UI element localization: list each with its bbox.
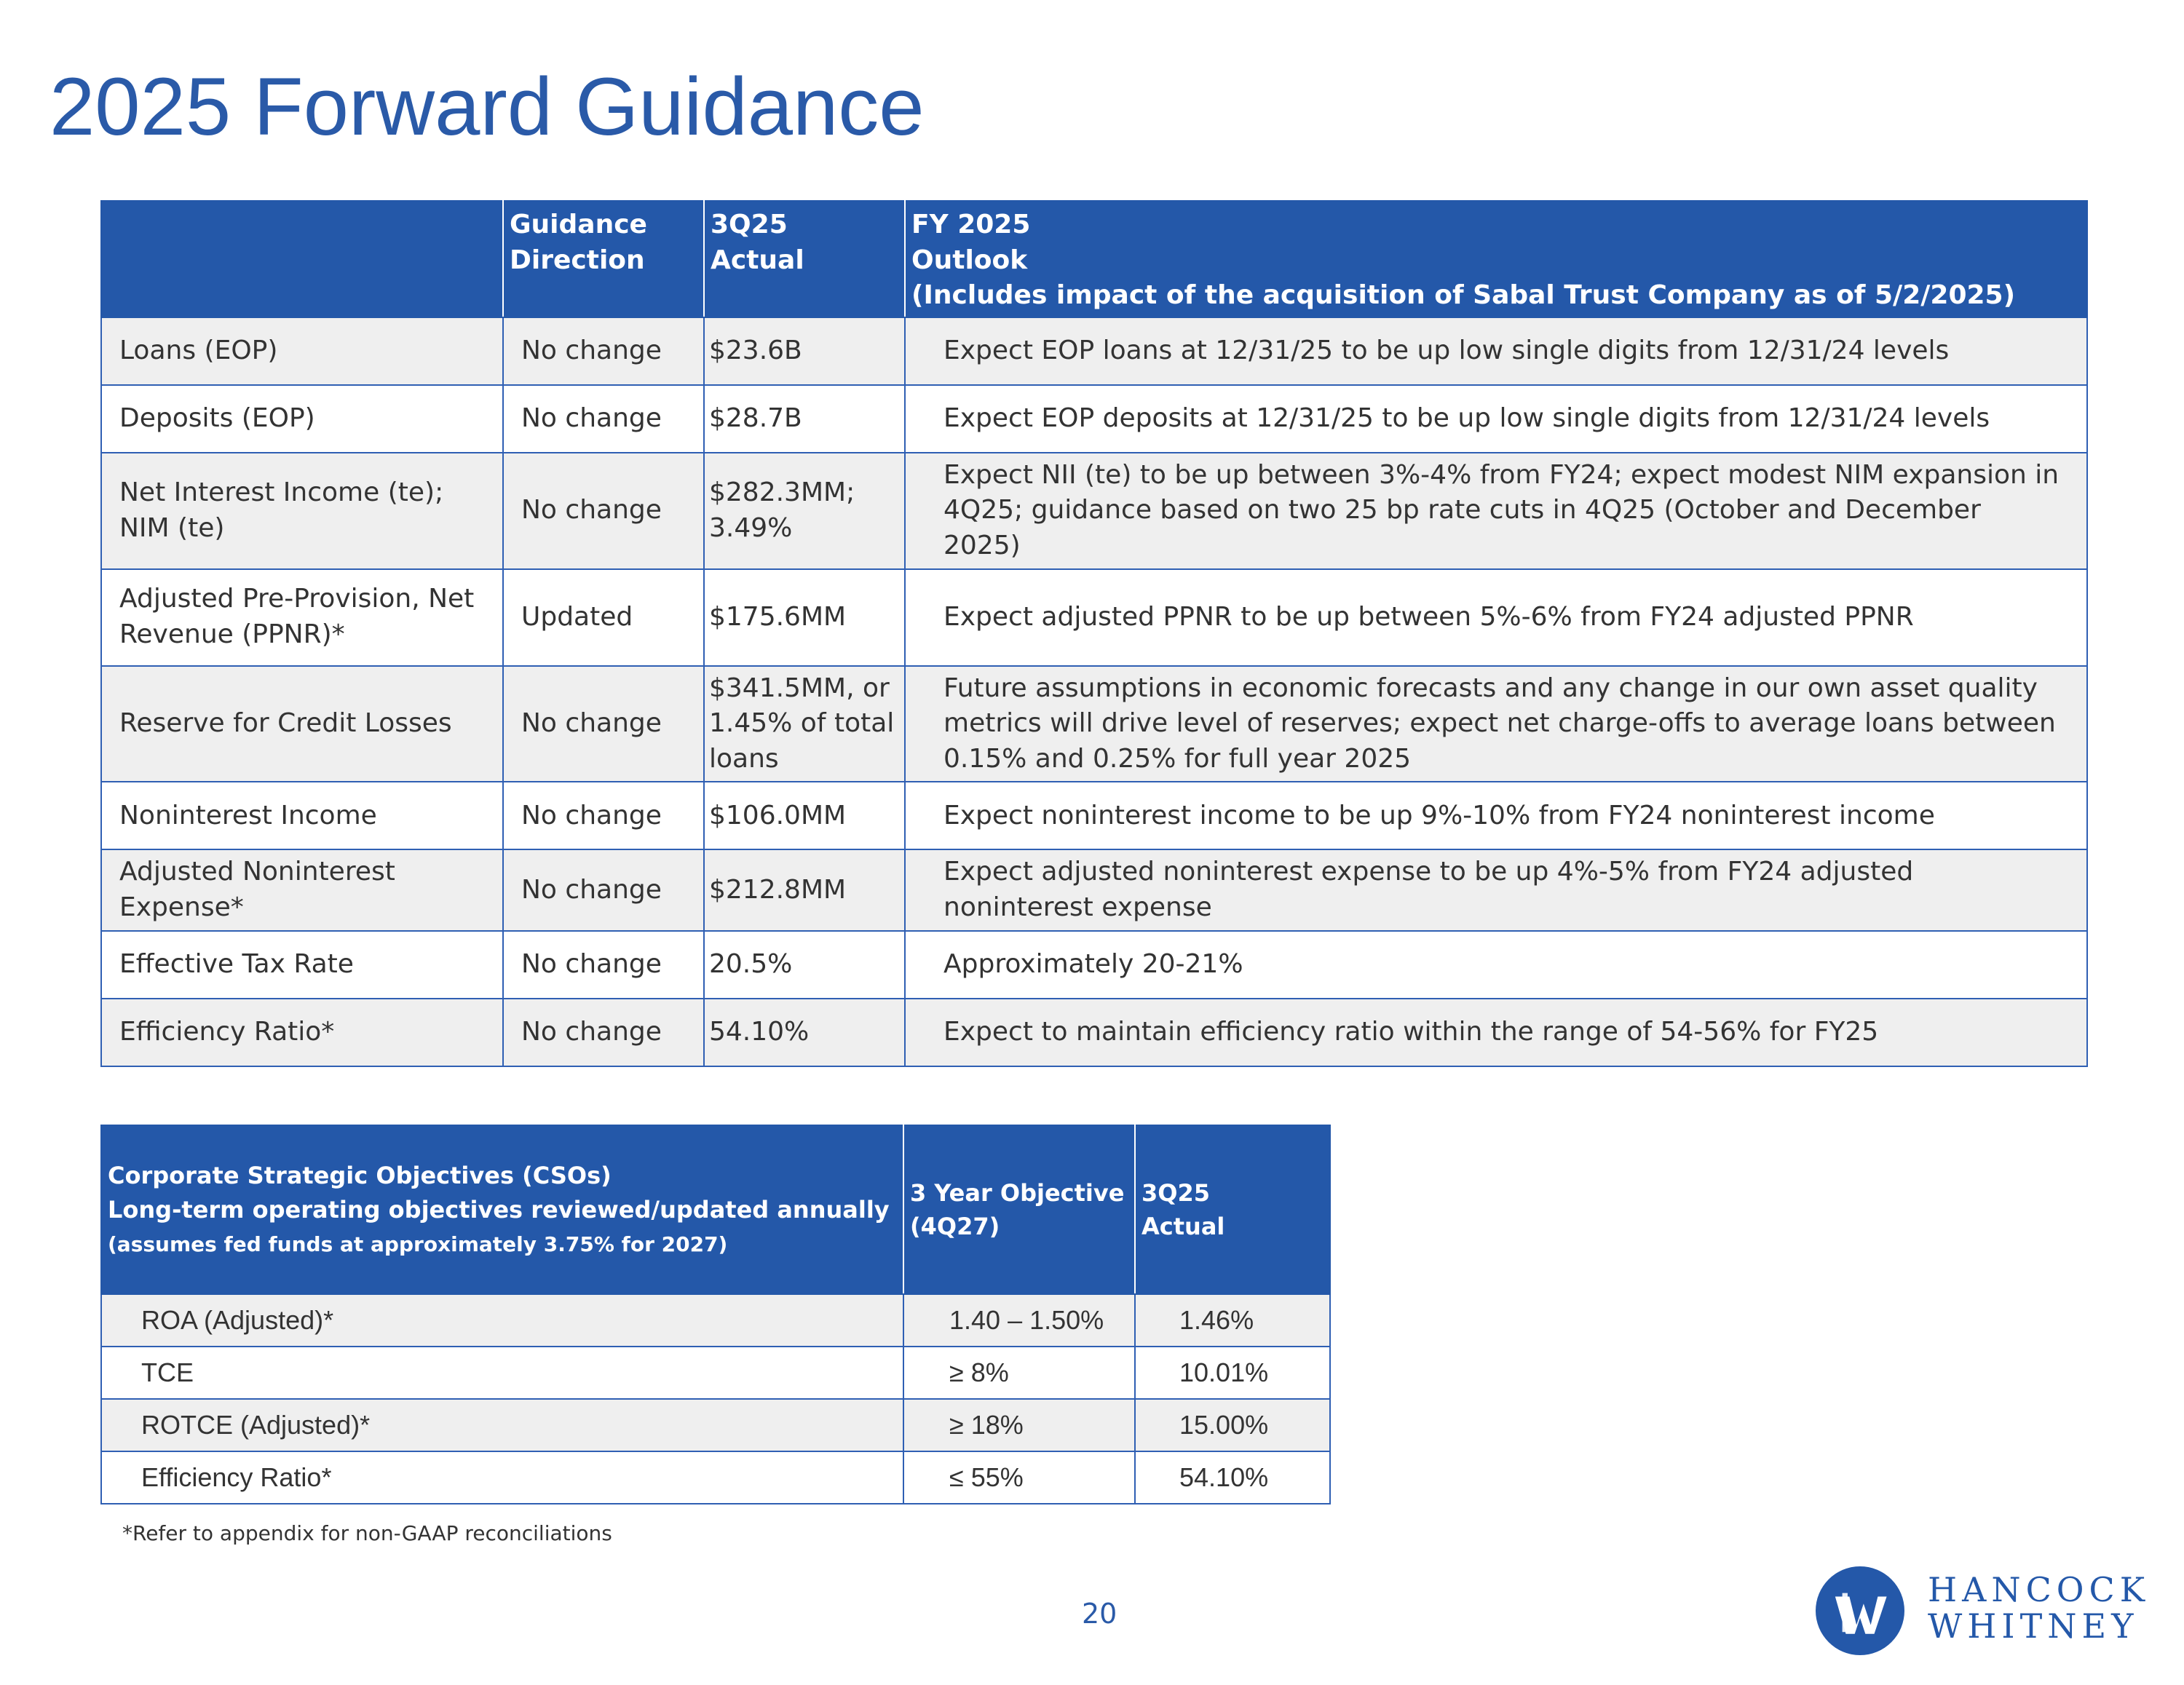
- outlook-cell: Expect EOP deposits at 12/31/25 to be up low single digits from 12/31/24 levels: [905, 385, 2087, 453]
- cso-table: [100, 1125, 1331, 1504]
- direction-cell: No change: [503, 385, 704, 453]
- cso-metric-cell: TCE: [101, 1347, 903, 1399]
- cso-metric-cell: Efficiency Ratio*: [101, 1451, 903, 1504]
- header-direction: Guidance Direction: [503, 201, 704, 317]
- table-row: [101, 453, 2087, 569]
- actual-cell: $106.0MM: [704, 782, 905, 849]
- actual-cell: 54.10%: [704, 999, 905, 1066]
- outlook-cell: Expect adjusted noninterest expense to be up 4%-5% from FY24 adjusted noninterest expense: [905, 849, 2087, 930]
- page-number: 20: [1082, 1598, 1117, 1630]
- actual-cell: $175.6MM: [704, 569, 905, 666]
- footnote: *Refer to appendix for non-GAAP reconciliations: [122, 1521, 612, 1545]
- direction-cell: No change: [503, 782, 704, 849]
- actual-cell: $28.7B: [704, 385, 905, 453]
- cso-actual-cell: 54.10%: [1135, 1451, 1330, 1504]
- brand-line1: HANCOCK: [1928, 1570, 2151, 1609]
- cso-header-actual: 3Q25 Actual: [1135, 1125, 1330, 1294]
- metric-cell: Reserve for Credit Losses: [101, 666, 503, 782]
- cso-row: [101, 1347, 1330, 1399]
- actual-cell: 20.5%: [704, 931, 905, 999]
- header-metric: [101, 201, 503, 317]
- cso-objective-cell: ≤ 55%: [903, 1451, 1135, 1504]
- direction-cell: No change: [503, 999, 704, 1066]
- cso-header-title: Corporate Strategic Objectives (CSOs) Long-term operating objectives reviewed/updated annually (assumes fed funds at approximately 3.75% for 2027): [101, 1125, 903, 1294]
- header-actual: 3Q25 Actual: [704, 201, 905, 317]
- outlook-cell: Expect noninterest income to be up 9%-10% from FY24 noninterest income: [905, 782, 2087, 849]
- table-row: [101, 666, 2087, 782]
- actual-cell: $282.3MM; 3.49%: [704, 453, 905, 569]
- metric-cell: Effective Tax Rate: [101, 931, 503, 999]
- metric-cell: Adjusted Pre-Provision, Net Revenue (PPNR)*: [101, 569, 503, 666]
- brand-line2: WHITNEY: [1928, 1606, 2139, 1646]
- brand-wordmark: [1928, 1572, 2150, 1644]
- direction-cell: No change: [503, 317, 704, 385]
- actual-cell: $212.8MM: [704, 849, 905, 930]
- guidance-header-row: [101, 201, 2087, 317]
- table-row: [101, 999, 2087, 1066]
- direction-cell: Updated: [503, 569, 704, 666]
- metric-cell: Deposits (EOP): [101, 385, 503, 453]
- metric-cell: Adjusted Noninterest Expense*: [101, 849, 503, 930]
- page-title: 2025 Forward Guidance: [50, 61, 925, 152]
- table-row: [101, 317, 2087, 385]
- outlook-cell: Expect to maintain efficiency ratio within the range of 54-56% for FY25: [905, 999, 2087, 1066]
- metric-cell: Noninterest Income: [101, 782, 503, 849]
- cso-objective-cell: ≥ 18%: [903, 1399, 1135, 1451]
- cso-header-objective: 3 Year Objective (4Q27): [903, 1125, 1135, 1294]
- actual-cell: $341.5MM, or 1.45% of total loans: [704, 666, 905, 782]
- guidance-table: [100, 200, 2088, 1067]
- metric-cell: Net Interest Income (te); NIM (te): [101, 453, 503, 569]
- cso-metric-cell: ROTCE (Adjusted)*: [101, 1399, 903, 1451]
- actual-cell: $23.6B: [704, 317, 905, 385]
- metric-cell: Efficiency Ratio*: [101, 999, 503, 1066]
- cso-actual-cell: 15.00%: [1135, 1399, 1330, 1451]
- direction-cell: No change: [503, 849, 704, 930]
- direction-cell: No change: [503, 453, 704, 569]
- hw-logo-icon: [1816, 1566, 1904, 1655]
- cso-row: [101, 1399, 1330, 1451]
- table-row: [101, 849, 2087, 930]
- outlook-cell: Expect adjusted PPNR to be up between 5%-6% from FY24 adjusted PPNR: [905, 569, 2087, 666]
- outlook-cell: Expect EOP loans at 12/31/25 to be up low single digits from 12/31/24 levels: [905, 317, 2087, 385]
- outlook-cell: Expect NII (te) to be up between 3%-4% from FY24; expect modest NIM expansion in 4Q25; guidance based on two 25 bp rate cuts in 4Q25 (October and December 2025): [905, 453, 2087, 569]
- direction-cell: No change: [503, 666, 704, 782]
- outlook-cell: Approximately 20-21%: [905, 931, 2087, 999]
- cso-metric-cell: ROA (Adjusted)*: [101, 1294, 903, 1347]
- outlook-cell: Future assumptions in economic forecasts and any change in our own asset quality metrics will drive level of reserves; expect net charge-offs to average loans between 0.15% and 0.25% for full year 2025: [905, 666, 2087, 782]
- cso-actual-cell: 10.01%: [1135, 1347, 1330, 1399]
- cso-objective-cell: ≥ 8%: [903, 1347, 1135, 1399]
- cso-row: [101, 1451, 1330, 1504]
- cso-actual-cell: 1.46%: [1135, 1294, 1330, 1347]
- header-outlook: FY 2025 Outlook (Includes impact of the acquisition of Sabal Trust Company as of 5/2/2025): [905, 201, 2087, 317]
- table-row: [101, 385, 2087, 453]
- table-row: [101, 931, 2087, 999]
- metric-cell: Loans (EOP): [101, 317, 503, 385]
- cso-row: [101, 1294, 1330, 1347]
- cso-header-row: [101, 1125, 1330, 1294]
- cso-objective-cell: 1.40 – 1.50%: [903, 1294, 1135, 1347]
- table-row: [101, 782, 2087, 849]
- direction-cell: No change: [503, 931, 704, 999]
- table-row: [101, 569, 2087, 666]
